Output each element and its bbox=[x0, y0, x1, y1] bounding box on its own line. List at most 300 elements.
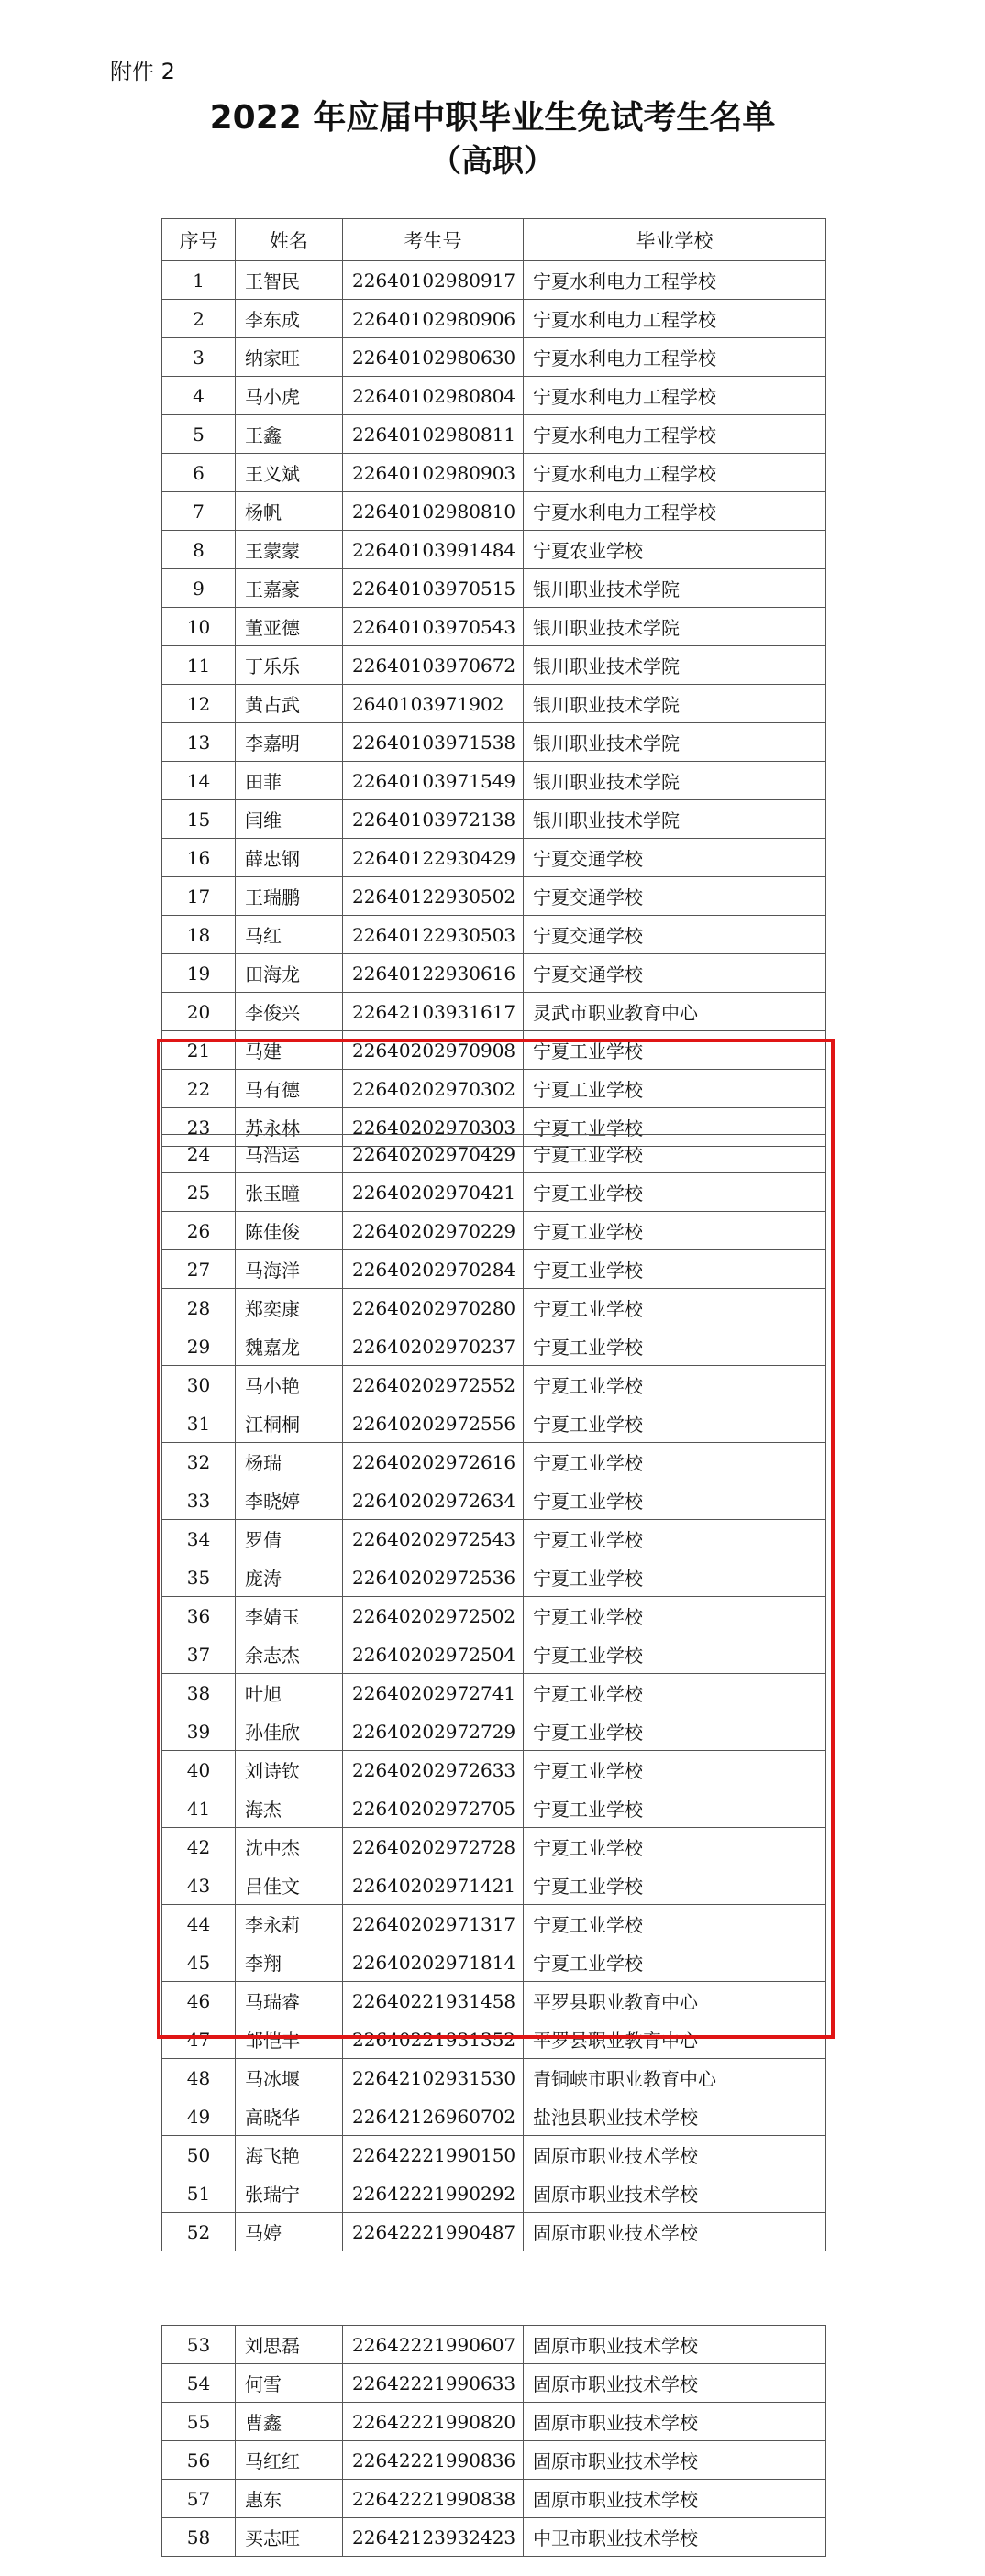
cell-school: 宁夏工业学校 bbox=[524, 1635, 826, 1674]
cell-name: 王蒙蒙 bbox=[236, 531, 343, 569]
cell-name: 王瑞鹏 bbox=[236, 877, 343, 916]
cell-school: 宁夏农业学校 bbox=[524, 531, 826, 569]
cell-school: 宁夏工业学校 bbox=[524, 1070, 826, 1108]
cell-exam-number: 22640102980917 bbox=[343, 261, 524, 300]
cell-name: 郑奕康 bbox=[236, 1289, 343, 1327]
cell-exam-number: 22640202970280 bbox=[343, 1289, 524, 1327]
cell-school: 银川职业技术学院 bbox=[524, 569, 826, 608]
cell-exam-number: 22640103991484 bbox=[343, 531, 524, 569]
cell-exam-number: 22640102980906 bbox=[343, 300, 524, 338]
cell-index: 47 bbox=[162, 2020, 236, 2059]
cell-exam-number: 22640202972616 bbox=[343, 1443, 524, 1481]
table-row bbox=[162, 1943, 826, 1982]
cell-name: 田菲 bbox=[236, 762, 343, 800]
table-row bbox=[162, 1443, 826, 1481]
cell-index: 22 bbox=[162, 1070, 236, 1108]
cell-school: 宁夏工业学校 bbox=[524, 1943, 826, 1982]
cell-name: 王嘉豪 bbox=[236, 569, 343, 608]
cell-name: 马小虎 bbox=[236, 377, 343, 415]
cell-exam-number: 22640103970543 bbox=[343, 608, 524, 646]
page-title: 2022 年应届中职毕业生免试考生名单 bbox=[209, 99, 776, 137]
cell-school: 宁夏水利电力工程学校 bbox=[524, 415, 826, 454]
cell-exam-number: 22640202972543 bbox=[343, 1520, 524, 1558]
cell-index: 38 bbox=[162, 1674, 236, 1712]
cell-exam-number: 22640103970515 bbox=[343, 569, 524, 608]
cell-name: 董亚德 bbox=[236, 608, 343, 646]
cell-index: 36 bbox=[162, 1597, 236, 1635]
cell-exam-number: 22640102980804 bbox=[343, 377, 524, 415]
cell-name: 闫维 bbox=[236, 800, 343, 839]
table-row bbox=[162, 569, 826, 608]
cell-exam-number: 22640202970908 bbox=[343, 1031, 524, 1070]
cell-index: 30 bbox=[162, 1366, 236, 1404]
header-name: 姓名 bbox=[236, 219, 343, 261]
cell-name: 海杰 bbox=[236, 1789, 343, 1828]
student-table-part-2 bbox=[161, 1134, 826, 2251]
cell-exam-number: 22640202970429 bbox=[343, 1135, 524, 1173]
cell-index: 12 bbox=[162, 685, 236, 723]
cell-index: 1 bbox=[162, 261, 236, 300]
header-index: 序号 bbox=[162, 219, 236, 261]
cell-name: 李婧玉 bbox=[236, 1597, 343, 1635]
cell-index: 51 bbox=[162, 2174, 236, 2213]
cell-index: 14 bbox=[162, 762, 236, 800]
cell-name: 高晓华 bbox=[236, 2097, 343, 2136]
cell-exam-number: 22640102980630 bbox=[343, 338, 524, 377]
cell-name: 苏永林 bbox=[236, 1108, 343, 1147]
cell-name: 陈佳俊 bbox=[236, 1212, 343, 1250]
cell-name: 薛忠钢 bbox=[236, 839, 343, 877]
cell-name: 杨帆 bbox=[236, 492, 343, 531]
cell-index: 28 bbox=[162, 1289, 236, 1327]
cell-index: 43 bbox=[162, 1866, 236, 1905]
cell-exam-number: 22640202972741 bbox=[343, 1674, 524, 1712]
cell-exam-number: 22640202972728 bbox=[343, 1828, 524, 1866]
table-row bbox=[162, 1828, 826, 1866]
cell-name: 李翔 bbox=[236, 1943, 343, 1982]
cell-name: 邹恺丰 bbox=[236, 2020, 343, 2059]
header-exam-number: 考生号 bbox=[343, 219, 524, 261]
table-row bbox=[162, 839, 826, 877]
table-row bbox=[162, 2480, 826, 2518]
cell-name: 李东成 bbox=[236, 300, 343, 338]
cell-exam-number: 22642221990150 bbox=[343, 2136, 524, 2174]
table-row bbox=[162, 916, 826, 954]
cell-school: 银川职业技术学院 bbox=[524, 685, 826, 723]
table-row bbox=[162, 1212, 826, 1250]
cell-index: 45 bbox=[162, 1943, 236, 1982]
cell-school: 盐池县职业技术学校 bbox=[524, 2097, 826, 2136]
table-row bbox=[162, 2213, 826, 2251]
cell-school: 宁夏工业学校 bbox=[524, 1173, 826, 1212]
cell-index: 46 bbox=[162, 1982, 236, 2020]
table-row bbox=[162, 2174, 826, 2213]
cell-school: 固原市职业技术学校 bbox=[524, 2174, 826, 2213]
table-header-row bbox=[162, 219, 826, 261]
table-row bbox=[162, 646, 826, 685]
cell-name: 孙佳欣 bbox=[236, 1712, 343, 1751]
cell-index: 49 bbox=[162, 2097, 236, 2136]
table-row bbox=[162, 415, 826, 454]
table-row bbox=[162, 1327, 826, 1366]
cell-exam-number: 22640202970237 bbox=[343, 1327, 524, 1366]
cell-school: 宁夏交通学校 bbox=[524, 877, 826, 916]
cell-exam-number: 22640221931458 bbox=[343, 1982, 524, 2020]
cell-name: 马海洋 bbox=[236, 1250, 343, 1289]
table-row bbox=[162, 993, 826, 1031]
cell-index: 26 bbox=[162, 1212, 236, 1250]
cell-name: 马建 bbox=[236, 1031, 343, 1070]
page-subtitle: （高职） bbox=[430, 143, 555, 180]
cell-index: 3 bbox=[162, 338, 236, 377]
cell-index: 20 bbox=[162, 993, 236, 1031]
cell-index: 23 bbox=[162, 1108, 236, 1147]
cell-name: 何雪 bbox=[236, 2364, 343, 2403]
cell-school: 宁夏工业学校 bbox=[524, 1789, 826, 1828]
cell-school: 宁夏工业学校 bbox=[524, 1366, 826, 1404]
cell-school: 宁夏工业学校 bbox=[524, 1443, 826, 1481]
cell-index: 21 bbox=[162, 1031, 236, 1070]
table-row bbox=[162, 1520, 826, 1558]
cell-school: 固原市职业技术学校 bbox=[524, 2441, 826, 2480]
cell-name: 杨瑞 bbox=[236, 1443, 343, 1481]
table-row bbox=[162, 300, 826, 338]
cell-name: 刘诗钦 bbox=[236, 1751, 343, 1789]
cell-school: 宁夏工业学校 bbox=[524, 1866, 826, 1905]
attachment-label: 附件 2 bbox=[110, 59, 175, 84]
cell-index: 29 bbox=[162, 1327, 236, 1366]
cell-exam-number: 22642221990633 bbox=[343, 2364, 524, 2403]
cell-school: 固原市职业技术学校 bbox=[524, 2213, 826, 2251]
table-row bbox=[162, 723, 826, 762]
cell-index: 17 bbox=[162, 877, 236, 916]
cell-name: 马瑞睿 bbox=[236, 1982, 343, 2020]
cell-index: 57 bbox=[162, 2480, 236, 2518]
cell-school: 宁夏工业学校 bbox=[524, 1108, 826, 1147]
cell-name: 马婷 bbox=[236, 2213, 343, 2251]
cell-exam-number: 22640202971317 bbox=[343, 1905, 524, 1943]
cell-name: 张瑞宁 bbox=[236, 2174, 343, 2213]
cell-name: 魏嘉龙 bbox=[236, 1327, 343, 1366]
cell-exam-number: 22640221931352 bbox=[343, 2020, 524, 2059]
cell-index: 31 bbox=[162, 1404, 236, 1443]
cell-index: 35 bbox=[162, 1558, 236, 1597]
cell-name: 马红 bbox=[236, 916, 343, 954]
cell-exam-number: 22642103931617 bbox=[343, 993, 524, 1031]
table-row bbox=[162, 1597, 826, 1635]
table-row bbox=[162, 261, 826, 300]
cell-exam-number: 22640202970421 bbox=[343, 1173, 524, 1212]
cell-index: 10 bbox=[162, 608, 236, 646]
cell-exam-number: 22640103971538 bbox=[343, 723, 524, 762]
cell-index: 41 bbox=[162, 1789, 236, 1828]
student-table-part-3 bbox=[161, 2325, 826, 2557]
cell-exam-number: 22640103972138 bbox=[343, 800, 524, 839]
cell-name: 吕佳文 bbox=[236, 1866, 343, 1905]
cell-name: 李永莉 bbox=[236, 1905, 343, 1943]
cell-exam-number: 22640202970302 bbox=[343, 1070, 524, 1108]
cell-index: 7 bbox=[162, 492, 236, 531]
cell-school: 宁夏交通学校 bbox=[524, 954, 826, 993]
cell-school: 宁夏水利电力工程学校 bbox=[524, 377, 826, 415]
table-row bbox=[162, 492, 826, 531]
cell-index: 44 bbox=[162, 1905, 236, 1943]
cell-school: 银川职业技术学院 bbox=[524, 608, 826, 646]
cell-name: 李嘉明 bbox=[236, 723, 343, 762]
cell-school: 宁夏工业学校 bbox=[524, 1212, 826, 1250]
cell-school: 银川职业技术学院 bbox=[524, 723, 826, 762]
cell-exam-number: 22640103971549 bbox=[343, 762, 524, 800]
cell-exam-number: 22640202972502 bbox=[343, 1597, 524, 1635]
cell-exam-number: 22640202972634 bbox=[343, 1481, 524, 1520]
table-row bbox=[162, 531, 826, 569]
table-row bbox=[162, 1712, 826, 1751]
cell-school: 宁夏工业学校 bbox=[524, 1327, 826, 1366]
table-row bbox=[162, 1135, 826, 1173]
cell-exam-number: 22642221990836 bbox=[343, 2441, 524, 2480]
cell-exam-number: 22640103970672 bbox=[343, 646, 524, 685]
table-row bbox=[162, 1558, 826, 1597]
cell-school: 宁夏工业学校 bbox=[524, 1751, 826, 1789]
cell-exam-number: 22642221990838 bbox=[343, 2480, 524, 2518]
cell-exam-number: 22640102980903 bbox=[343, 454, 524, 492]
cell-school: 宁夏工业学校 bbox=[524, 1520, 826, 1558]
cell-school: 宁夏工业学校 bbox=[524, 1597, 826, 1635]
cell-name: 马小艳 bbox=[236, 1366, 343, 1404]
cell-school: 中卫市职业技术学校 bbox=[524, 2518, 826, 2557]
table-row bbox=[162, 2403, 826, 2441]
cell-name: 庞涛 bbox=[236, 1558, 343, 1597]
table-row bbox=[162, 1070, 826, 1108]
cell-index: 53 bbox=[162, 2326, 236, 2364]
cell-school: 银川职业技术学院 bbox=[524, 762, 826, 800]
cell-school: 固原市职业技术学校 bbox=[524, 2136, 826, 2174]
cell-name: 曹鑫 bbox=[236, 2403, 343, 2441]
cell-school: 平罗县职业教育中心 bbox=[524, 1982, 826, 2020]
cell-exam-number: 22642221990487 bbox=[343, 2213, 524, 2251]
cell-index: 18 bbox=[162, 916, 236, 954]
cell-index: 8 bbox=[162, 531, 236, 569]
cell-index: 32 bbox=[162, 1443, 236, 1481]
cell-index: 19 bbox=[162, 954, 236, 993]
cell-exam-number: 22640102980810 bbox=[343, 492, 524, 531]
cell-school: 宁夏工业学校 bbox=[524, 1712, 826, 1751]
cell-index: 24 bbox=[162, 1135, 236, 1173]
cell-school: 宁夏工业学校 bbox=[524, 1404, 826, 1443]
cell-name: 马浩运 bbox=[236, 1135, 343, 1173]
cell-index: 6 bbox=[162, 454, 236, 492]
cell-exam-number: 22642102931530 bbox=[343, 2059, 524, 2097]
cell-school: 青铜峡市职业教育中心 bbox=[524, 2059, 826, 2097]
cell-school: 宁夏工业学校 bbox=[524, 1828, 826, 1866]
cell-school: 宁夏水利电力工程学校 bbox=[524, 338, 826, 377]
cell-school: 宁夏水利电力工程学校 bbox=[524, 300, 826, 338]
cell-name: 马有德 bbox=[236, 1070, 343, 1108]
cell-name: 余志杰 bbox=[236, 1635, 343, 1674]
cell-index: 9 bbox=[162, 569, 236, 608]
table-row bbox=[162, 2020, 826, 2059]
table-row bbox=[162, 1173, 826, 1212]
cell-index: 54 bbox=[162, 2364, 236, 2403]
table-row bbox=[162, 1250, 826, 1289]
cell-name: 惠东 bbox=[236, 2480, 343, 2518]
cell-exam-number: 22640202972729 bbox=[343, 1712, 524, 1751]
cell-index: 50 bbox=[162, 2136, 236, 2174]
cell-school: 宁夏水利电力工程学校 bbox=[524, 261, 826, 300]
cell-school: 宁夏水利电力工程学校 bbox=[524, 454, 826, 492]
cell-index: 25 bbox=[162, 1173, 236, 1212]
cell-index: 52 bbox=[162, 2213, 236, 2251]
cell-index: 4 bbox=[162, 377, 236, 415]
cell-name: 李晓婷 bbox=[236, 1481, 343, 1520]
cell-school: 银川职业技术学院 bbox=[524, 800, 826, 839]
cell-name: 江桐桐 bbox=[236, 1404, 343, 1443]
cell-name: 田海龙 bbox=[236, 954, 343, 993]
table-row bbox=[162, 338, 826, 377]
table-row bbox=[162, 954, 826, 993]
cell-school: 宁夏水利电力工程学校 bbox=[524, 492, 826, 531]
table-row bbox=[162, 2364, 826, 2403]
cell-exam-number: 22642123932423 bbox=[343, 2518, 524, 2557]
cell-name: 纳家旺 bbox=[236, 338, 343, 377]
cell-school: 宁夏工业学校 bbox=[524, 1905, 826, 1943]
cell-school: 固原市职业技术学校 bbox=[524, 2326, 826, 2364]
cell-exam-number: 22642221990292 bbox=[343, 2174, 524, 2213]
cell-name: 黄占武 bbox=[236, 685, 343, 723]
cell-name: 沈中杰 bbox=[236, 1828, 343, 1866]
cell-exam-number: 22640122930503 bbox=[343, 916, 524, 954]
cell-name: 刘思磊 bbox=[236, 2326, 343, 2364]
table-row bbox=[162, 2136, 826, 2174]
table-row bbox=[162, 608, 826, 646]
table-row bbox=[162, 2326, 826, 2364]
cell-school: 宁夏工业学校 bbox=[524, 1558, 826, 1597]
table-row bbox=[162, 377, 826, 415]
cell-exam-number: 22640202971421 bbox=[343, 1866, 524, 1905]
cell-name: 丁乐乐 bbox=[236, 646, 343, 685]
table-row bbox=[162, 1635, 826, 1674]
cell-index: 42 bbox=[162, 1828, 236, 1866]
cell-exam-number: 22640122930502 bbox=[343, 877, 524, 916]
header-school: 毕业学校 bbox=[524, 219, 826, 261]
table-row bbox=[162, 454, 826, 492]
cell-index: 33 bbox=[162, 1481, 236, 1520]
table-row bbox=[162, 2097, 826, 2136]
cell-index: 16 bbox=[162, 839, 236, 877]
cell-index: 39 bbox=[162, 1712, 236, 1751]
cell-index: 40 bbox=[162, 1751, 236, 1789]
table-row bbox=[162, 800, 826, 839]
cell-exam-number: 22640102980811 bbox=[343, 415, 524, 454]
table-row bbox=[162, 1866, 826, 1905]
cell-exam-number: 22640202972556 bbox=[343, 1404, 524, 1443]
cell-index: 27 bbox=[162, 1250, 236, 1289]
cell-school: 宁夏工业学校 bbox=[524, 1250, 826, 1289]
cell-school: 宁夏交通学校 bbox=[524, 839, 826, 877]
cell-school: 平罗县职业教育中心 bbox=[524, 2020, 826, 2059]
table-row bbox=[162, 877, 826, 916]
cell-exam-number: 22640202971814 bbox=[343, 1943, 524, 1982]
cell-school: 宁夏工业学校 bbox=[524, 1135, 826, 1173]
cell-name: 李俊兴 bbox=[236, 993, 343, 1031]
cell-name: 张玉瞳 bbox=[236, 1173, 343, 1212]
cell-index: 55 bbox=[162, 2403, 236, 2441]
cell-index: 11 bbox=[162, 646, 236, 685]
table-row bbox=[162, 762, 826, 800]
cell-school: 宁夏工业学校 bbox=[524, 1674, 826, 1712]
table-row bbox=[162, 685, 826, 723]
table-row bbox=[162, 1031, 826, 1070]
cell-school: 银川职业技术学院 bbox=[524, 646, 826, 685]
cell-index: 58 bbox=[162, 2518, 236, 2557]
cell-exam-number: 22640202970303 bbox=[343, 1108, 524, 1147]
cell-name: 马红红 bbox=[236, 2441, 343, 2480]
cell-name: 叶旭 bbox=[236, 1674, 343, 1712]
cell-exam-number: 22640202972504 bbox=[343, 1635, 524, 1674]
cell-index: 15 bbox=[162, 800, 236, 839]
cell-exam-number: 22640202970284 bbox=[343, 1250, 524, 1289]
cell-exam-number: 22642126960702 bbox=[343, 2097, 524, 2136]
table-row bbox=[162, 1366, 826, 1404]
cell-index: 5 bbox=[162, 415, 236, 454]
cell-school: 宁夏交通学校 bbox=[524, 916, 826, 954]
cell-name: 马冰堰 bbox=[236, 2059, 343, 2097]
table-row bbox=[162, 1982, 826, 2020]
student-table-part-1 bbox=[161, 218, 826, 1147]
table-row bbox=[162, 1751, 826, 1789]
cell-school: 固原市职业技术学校 bbox=[524, 2403, 826, 2441]
table-row bbox=[162, 2518, 826, 2557]
cell-name: 王鑫 bbox=[236, 415, 343, 454]
cell-school: 宁夏工业学校 bbox=[524, 1031, 826, 1070]
cell-name: 王义斌 bbox=[236, 454, 343, 492]
cell-school: 宁夏工业学校 bbox=[524, 1481, 826, 1520]
cell-school: 宁夏工业学校 bbox=[524, 1289, 826, 1327]
cell-exam-number: 22640202972705 bbox=[343, 1789, 524, 1828]
cell-name: 罗倩 bbox=[236, 1520, 343, 1558]
table-row bbox=[162, 1289, 826, 1327]
cell-index: 56 bbox=[162, 2441, 236, 2480]
cell-index: 37 bbox=[162, 1635, 236, 1674]
cell-name: 海飞艳 bbox=[236, 2136, 343, 2174]
cell-index: 48 bbox=[162, 2059, 236, 2097]
cell-exam-number: 22642221990820 bbox=[343, 2403, 524, 2441]
table-row bbox=[162, 1905, 826, 1943]
cell-exam-number: 22640202972552 bbox=[343, 1366, 524, 1404]
cell-exam-number: 22640122930429 bbox=[343, 839, 524, 877]
cell-exam-number: 22640202972536 bbox=[343, 1558, 524, 1597]
table-row bbox=[162, 1404, 826, 1443]
table-row bbox=[162, 1674, 826, 1712]
cell-index: 13 bbox=[162, 723, 236, 762]
cell-exam-number: 2640103971902 bbox=[343, 685, 524, 723]
table-row bbox=[162, 1789, 826, 1828]
cell-exam-number: 22640202970229 bbox=[343, 1212, 524, 1250]
table-row bbox=[162, 2441, 826, 2480]
cell-name: 买志旺 bbox=[236, 2518, 343, 2557]
cell-school: 固原市职业技术学校 bbox=[524, 2480, 826, 2518]
cell-index: 2 bbox=[162, 300, 236, 338]
cell-exam-number: 22640202972633 bbox=[343, 1751, 524, 1789]
cell-exam-number: 22640122930616 bbox=[343, 954, 524, 993]
cell-exam-number: 22642221990607 bbox=[343, 2326, 524, 2364]
table-row bbox=[162, 1481, 826, 1520]
cell-index: 34 bbox=[162, 1520, 236, 1558]
table-row bbox=[162, 2059, 826, 2097]
cell-school: 灵武市职业教育中心 bbox=[524, 993, 826, 1031]
cell-name: 王智民 bbox=[236, 261, 343, 300]
cell-school: 固原市职业技术学校 bbox=[524, 2364, 826, 2403]
